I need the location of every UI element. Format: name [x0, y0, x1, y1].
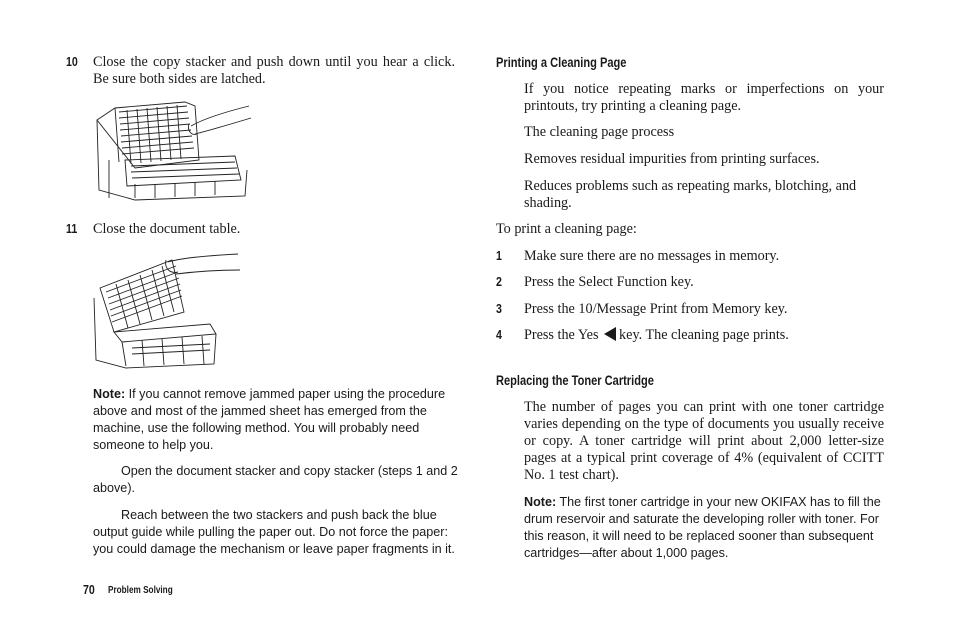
note-label: Note: [93, 387, 126, 401]
fax-illustration-stacker [95, 100, 255, 204]
note-paragraph-1 [93, 386, 461, 454]
cleaning-step-2-text: Press the Select Function key. [524, 274, 694, 290]
toner-note-text: The first toner cartridge in your new OKIFAX has to fill the drum reservoir and saturate the developing roller with toner. For this reason, it will need to be replaced sooner than subsequent cartridges—after about 1,000 pages. [524, 495, 881, 560]
step-4-text-before: Press the Yes [524, 327, 599, 343]
step-10-number: 10 [66, 55, 78, 69]
note-paragraph-3: Reach between the two stackers and push back the blue output guide while pulling the paper out. Do not force the paper: you could damage the mechanism or leave paper fragments in it. [93, 508, 455, 556]
note-paragraph-2: Open the document stacker and copy stacker (steps 1 and 2 above). [93, 464, 458, 495]
cleaning-step-3-number: 3 [496, 302, 502, 316]
step-11-number: 11 [66, 222, 78, 236]
cleaning-step-1-number: 1 [496, 249, 502, 263]
cleaning-p1: If you notice repeating marks or imperfections on your printouts, try printing a cleaning page. [524, 81, 884, 114]
cleaning-intro: To print a cleaning page: [496, 221, 637, 237]
cleaning-p2: The cleaning page process [524, 124, 675, 140]
page-number: 70 [83, 583, 95, 597]
cleaning-step-2-number: 2 [496, 275, 502, 289]
toner-note [524, 494, 886, 562]
cleaning-step-4-text [524, 327, 884, 344]
toner-note-label: Note: [524, 495, 557, 509]
cleaning-p4: Reduces problems such as repeating marks, blotching, and shading. [524, 178, 857, 211]
left-arrow-icon [604, 327, 616, 341]
step-10-text: Close the copy stacker and push down until you hear a click. Be sure both sides are latched. [93, 54, 455, 87]
fax-illustration-document-table [92, 248, 242, 374]
cleaning-step-1-text: Make sure there are no messages in memory. [524, 248, 780, 264]
footer-section: Problem Solving [108, 585, 173, 596]
toner-p1: The number of pages you can print with one toner cartridge varies depending on the type of documents you usually receive or copy. A toner cartridge will print about 2,000 letter-size pages at a typical print coverage of 4% (equivalent of CCITT No. 1 test chart). [524, 399, 884, 483]
cleaning-p3: Removes residual impurities from printing surfaces. [524, 151, 820, 167]
cleaning-step-4-number: 4 [496, 328, 502, 342]
step-4-text-after: key. The cleaning page prints. [619, 327, 789, 343]
step-11-text: Close the document table. [93, 221, 241, 237]
cleaning-heading: Printing a Cleaning Page [496, 55, 627, 70]
note-text: If you cannot remove jammed paper using the procedure above and most of the jammed sheet has emerged from the machine, use the following method. You will probably need someone to help you. [93, 387, 446, 452]
cleaning-step-3-text: Press the 10/Message Print from Memory key. [524, 301, 788, 317]
toner-heading: Replacing the Toner Cartridge [496, 373, 654, 388]
